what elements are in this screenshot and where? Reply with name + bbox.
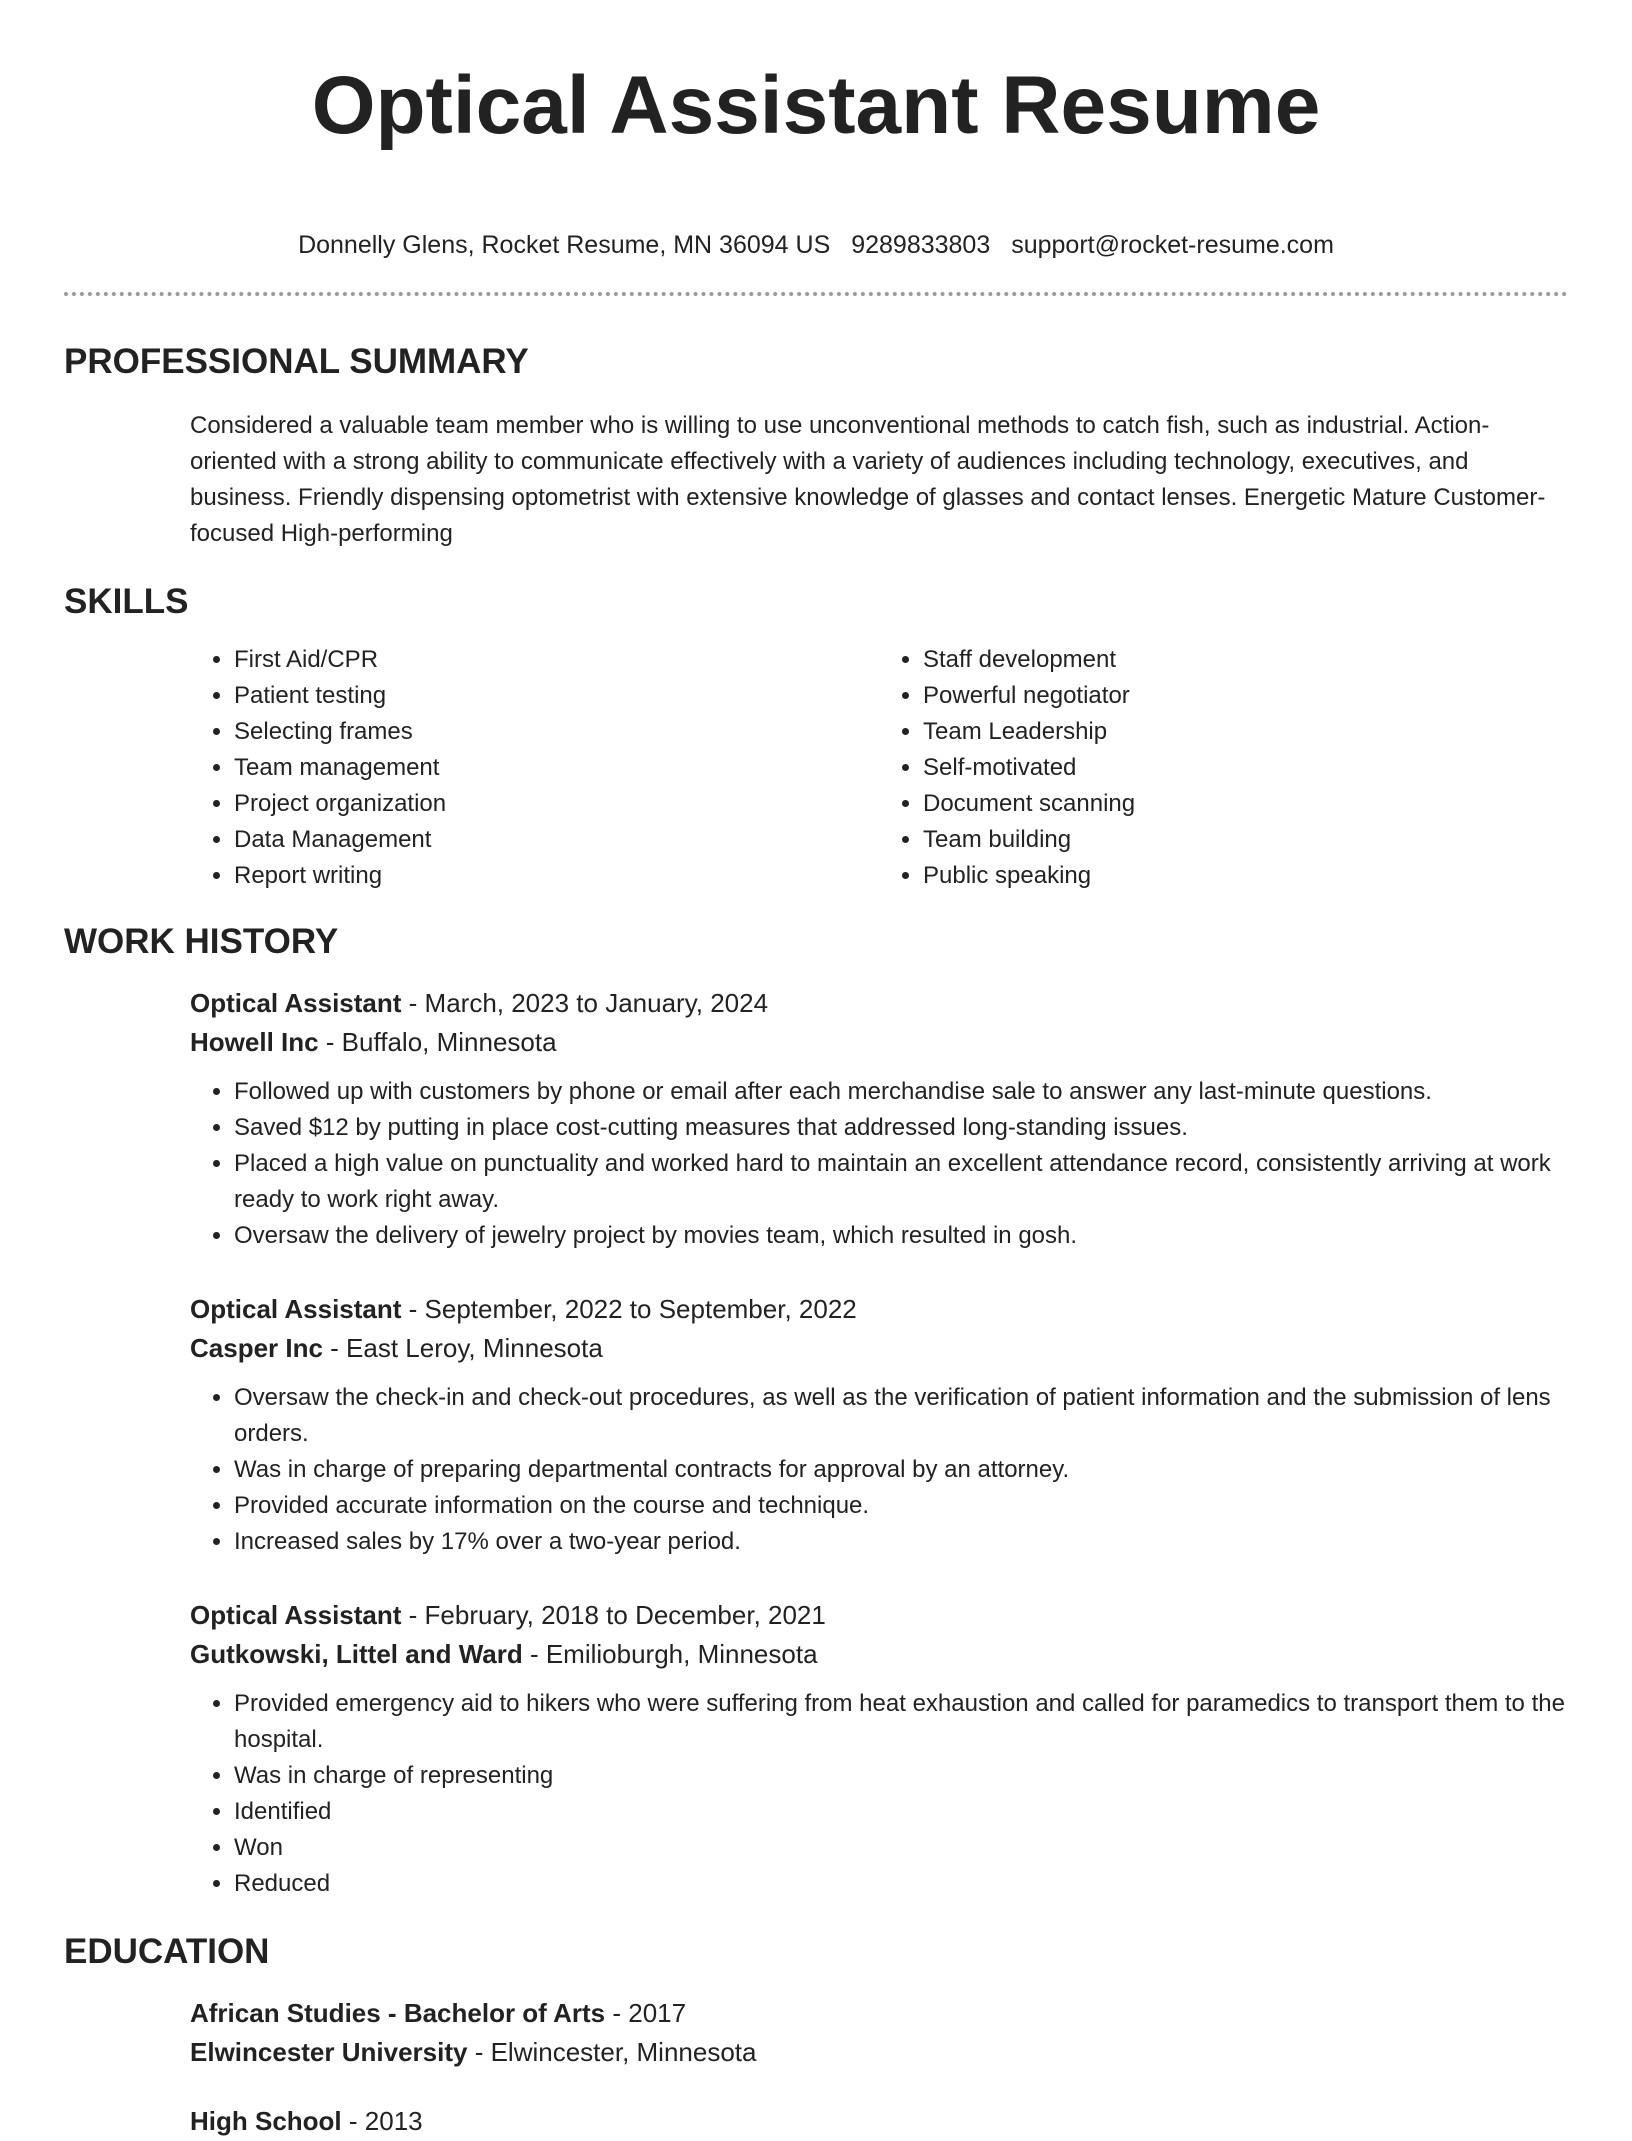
skill-item: • Team management xyxy=(234,750,879,786)
job-dates: - September, 2022 to September, 2022 xyxy=(401,1294,857,1324)
job-entry xyxy=(190,1290,1568,1560)
summary-text: Considered a valuable team member who is willing to use unconventional methods to catch fish, such as industrial. Action-oriented with a strong ability to communicate effectively with a variety of audiences including technology, executives, and business. Friendly dispensing optometrist with extensive knowledge of glasses and contact lenses. Energetic Mature Customer-focused High-performing xyxy=(190,412,1546,547)
job-bullet: • Oversaw the check-in and check-out procedures, as well as the verification of patient information and the submission of lens orders. xyxy=(234,1380,1568,1452)
job-title-line xyxy=(190,984,1568,1023)
education-degree: High School xyxy=(190,2106,342,2136)
job-bullet: • Identified xyxy=(234,1794,1568,1830)
work-history-heading: WORK HISTORY xyxy=(64,922,339,961)
education-entry xyxy=(190,2102,1568,2141)
job-company: Howell Inc xyxy=(190,1027,319,1057)
education-year: - 2013 xyxy=(341,2106,423,2136)
skill-item: • Selecting frames xyxy=(234,714,879,750)
job-company-line xyxy=(190,1635,1568,1674)
job-bullets xyxy=(190,1686,1568,1902)
job-entry xyxy=(190,1596,1568,1902)
skill-item: • Self-motivated xyxy=(923,750,1568,786)
job-bullet: • Placed a high value on punctuality and worked hard to maintain an excellent attendance record, consistently arriving at work ready to work right away. xyxy=(234,1146,1568,1218)
skill-item: • Powerful negotiator xyxy=(923,678,1568,714)
job-title: Optical Assistant xyxy=(190,1600,402,1630)
education-school: Elwincester University xyxy=(190,2037,468,2067)
job-title: Optical Assistant xyxy=(190,1294,402,1324)
skill-item: • Report writing xyxy=(234,858,879,894)
contact-email: support@rocket-resume.com xyxy=(1011,231,1334,259)
job-dates: - February, 2018 to December, 2021 xyxy=(401,1600,826,1630)
skill-item: • Staff development xyxy=(923,642,1568,678)
skills-heading: SKILLS xyxy=(64,582,189,621)
contact-phone: 9289833803 xyxy=(851,231,991,259)
job-location: - Emilioburgh, Minnesota xyxy=(522,1639,818,1669)
job-bullets xyxy=(190,1380,1568,1560)
job-bullet: • Provided accurate information on the course and technique. xyxy=(234,1488,1568,1524)
job-location: - Buffalo, Minnesota xyxy=(318,1027,557,1057)
job-bullet: • Increased sales by 17% over a two-year period. xyxy=(234,1524,1568,1560)
job-company: Casper Inc xyxy=(190,1333,323,1363)
resume-title: Optical Assistant Resume xyxy=(311,60,1321,151)
skill-item: • Public speaking xyxy=(923,858,1568,894)
job-bullet: • Oversaw the delivery of jewelry project by movies team, which resulted in gosh. xyxy=(234,1218,1568,1254)
contact-line xyxy=(64,228,1568,262)
education-degree-line xyxy=(190,1994,1568,2033)
job-bullet: • Was in charge of preparing departmental contracts for approval by an attorney. xyxy=(234,1452,1568,1488)
contact-address: Donnelly Glens, Rocket Resume, MN 36094 US xyxy=(298,231,831,259)
education-school-line xyxy=(190,2033,1568,2072)
job-company-line xyxy=(190,1023,1568,1062)
job-bullet: • Followed up with customers by phone or email after each merchandise sale to answer any last-minute questions. xyxy=(234,1074,1568,1110)
education-degree-line xyxy=(190,2102,1568,2141)
skill-item: • Document scanning xyxy=(923,786,1568,822)
job-bullet: • Saved $12 by putting in place cost-cutting measures that addressed long-standing issues. xyxy=(234,1110,1568,1146)
skills-column-left xyxy=(190,642,879,894)
job-title-line xyxy=(190,1290,1568,1329)
skill-item: • First Aid/CPR xyxy=(234,642,879,678)
job-title-line xyxy=(190,1596,1568,1635)
education-degree: African Studies - Bachelor of Arts xyxy=(190,1998,606,2028)
skill-item: • Project organization xyxy=(234,786,879,822)
skill-item: • Team Leadership xyxy=(923,714,1568,750)
job-entry xyxy=(190,984,1568,1254)
skills-list xyxy=(190,642,1568,894)
job-company: Gutkowski, Littel and Ward xyxy=(190,1639,523,1669)
education-heading: EDUCATION xyxy=(64,1932,270,1971)
job-bullet: • Provided emergency aid to hikers who were suffering from heat exhaustion and called for paramedics to transport them to the hospital. xyxy=(234,1686,1568,1758)
skill-item: • Patient testing xyxy=(234,678,879,714)
skill-item: • Data Management xyxy=(234,822,879,858)
education-entry xyxy=(190,1994,1568,2072)
education-year: - 2017 xyxy=(605,1998,687,2028)
education-location: - Elwincester, Minnesota xyxy=(467,2037,757,2067)
summary-heading: PROFESSIONAL SUMMARY xyxy=(64,342,529,381)
job-bullet: • Won xyxy=(234,1830,1568,1866)
job-bullet: • Was in charge of representing xyxy=(234,1758,1568,1794)
job-bullet: • Reduced xyxy=(234,1866,1568,1902)
skill-item: • Team building xyxy=(923,822,1568,858)
skills-column-right xyxy=(879,642,1568,894)
job-bullets xyxy=(190,1074,1568,1254)
job-title: Optical Assistant xyxy=(190,988,402,1018)
header-divider xyxy=(64,292,1568,296)
job-company-line xyxy=(190,1329,1568,1368)
job-dates: - March, 2023 to January, 2024 xyxy=(401,988,769,1018)
job-location: - East Leroy, Minnesota xyxy=(322,1333,603,1363)
